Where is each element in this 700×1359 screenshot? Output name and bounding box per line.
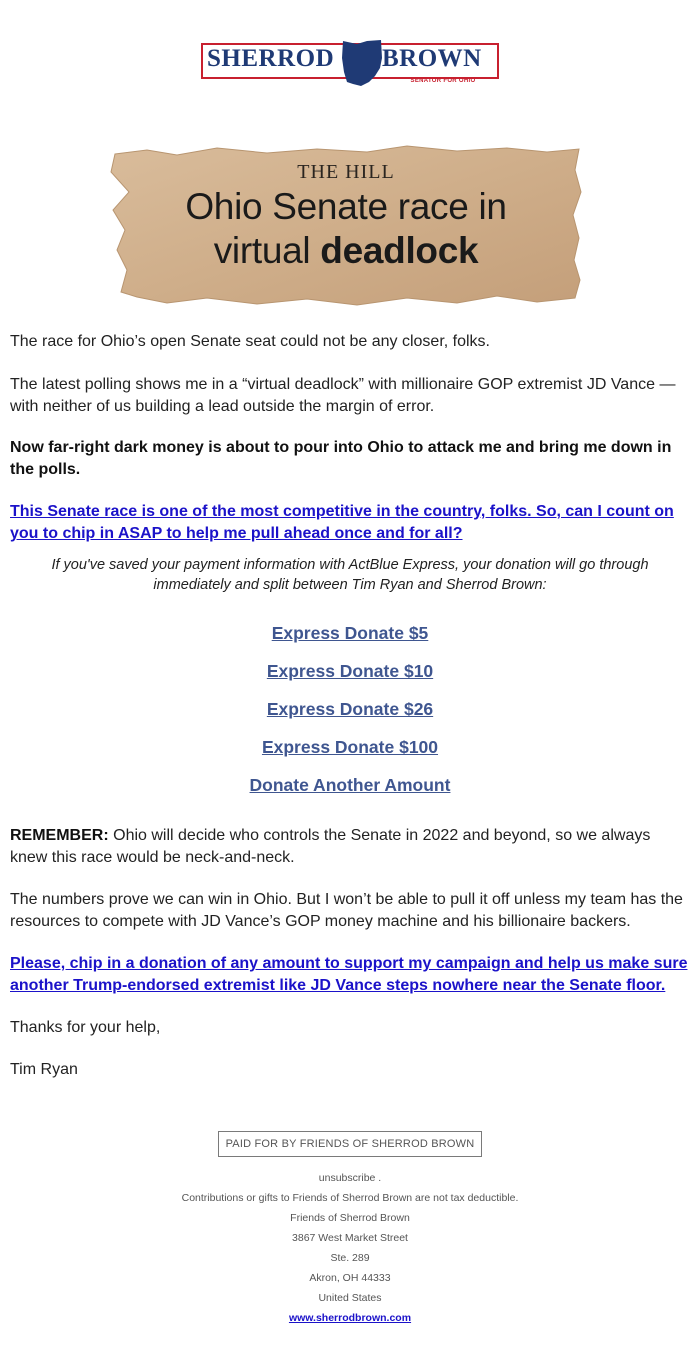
unsubscribe-link[interactable]: unsubscribe .: [318, 1172, 382, 1184]
chip-in-link-secondary[interactable]: Please, chip in a donation of any amount to support my campaign and help us make sure another Trump-endorsed extremist like JD Vance steps nowhere near the Senate floor.: [10, 955, 688, 994]
actblue-express-note: If you've saved your payment information with ActBlue Express, your donation will go through immediately and split between Tim Ryan and Sherrod Brown:: [51, 557, 649, 593]
footer-website-row: [0, 1311, 700, 1325]
chip-in-link-primary[interactable]: This Senate race is one of the most competitive in the country, folks. So, can I count on you to chip in ASAP to help me pull ahead once and for all?: [10, 503, 674, 542]
donate-other-link[interactable]: Donate Another Amount: [249, 775, 451, 795]
donate-5-link[interactable]: Express Donate $5: [271, 623, 429, 643]
donate-10-link[interactable]: Express Donate $10: [266, 661, 434, 681]
remember-text: Ohio will decide who controls the Senate in 2022 and beyond, so we always knew this race would be neck-and-neck.: [10, 827, 651, 866]
paragraph-intro: The race for Ohio’s open Senate seat could not be any closer, folks.: [10, 333, 490, 350]
paid-for-disclaimer: PAID FOR BY FRIENDS OF SHERROD BROWN: [218, 1131, 482, 1157]
footer-suite: Ste. 289: [330, 1252, 370, 1264]
paragraph-ask-link-2: [10, 953, 690, 997]
headline-line2: [107, 230, 585, 272]
signature: Tim Ryan: [10, 1061, 78, 1078]
logo-first-name: SHERROD: [207, 45, 335, 72]
footer-street: 3867 West Market Street: [292, 1232, 408, 1244]
ohio-state-icon: [339, 38, 385, 88]
paragraph-ask-link: [10, 501, 690, 545]
paragraph-dark-money: [10, 437, 690, 481]
donate-26-link[interactable]: Express Donate $26: [266, 699, 434, 719]
paragraph-polling: The latest polling shows me in a “virtual deadlock” with millionaire GOP extremist JD Vance — with neither of us building a lead outside the margin of error.: [10, 376, 676, 415]
donate-26-button: [0, 699, 700, 720]
footer-city: Akron, OH 44333: [309, 1272, 391, 1284]
donate-10-button: [0, 661, 700, 682]
headline-banner[interactable]: [107, 140, 585, 310]
campaign-logo[interactable]: [201, 38, 499, 88]
remember-label: REMEMBER:: [10, 827, 109, 844]
logo-tagline: SENATOR FOR OHIO: [410, 78, 476, 84]
footer-country: United States: [318, 1292, 382, 1304]
website-link[interactable]: www.sherrodbrown.com: [288, 1312, 412, 1324]
donate-other-button: [0, 775, 700, 796]
tax-disclaimer: Contributions or gifts to Friends of Sherrod Brown are not tax deductible.: [181, 1192, 519, 1204]
donate-5-button: [0, 623, 700, 644]
paragraph-numbers: The numbers prove we can win in Ohio. But I won’t be able to pull it off unless my team has the resources to compete with JD Vance’s GOP money machine and his billionaire backers.: [10, 891, 683, 930]
paragraph-remember: [10, 825, 690, 869]
thanks-line: Thanks for your help,: [10, 1019, 161, 1036]
dark-money-text: Now far-right dark money is about to pour into Ohio to attack me and bring me down in the polls.: [10, 439, 672, 478]
footer-org-name: Friends of Sherrod Brown: [290, 1212, 410, 1224]
logo-last-name: BROWN: [382, 45, 482, 72]
donate-100-button: [0, 737, 700, 758]
headline-regular-word: virtual: [213, 230, 321, 271]
news-source: THE HILL: [297, 161, 395, 183]
donate-100-link[interactable]: Express Donate $100: [261, 737, 439, 757]
headline-line1: Ohio Senate race in: [185, 186, 507, 227]
headline-bold-word: deadlock: [320, 230, 479, 271]
